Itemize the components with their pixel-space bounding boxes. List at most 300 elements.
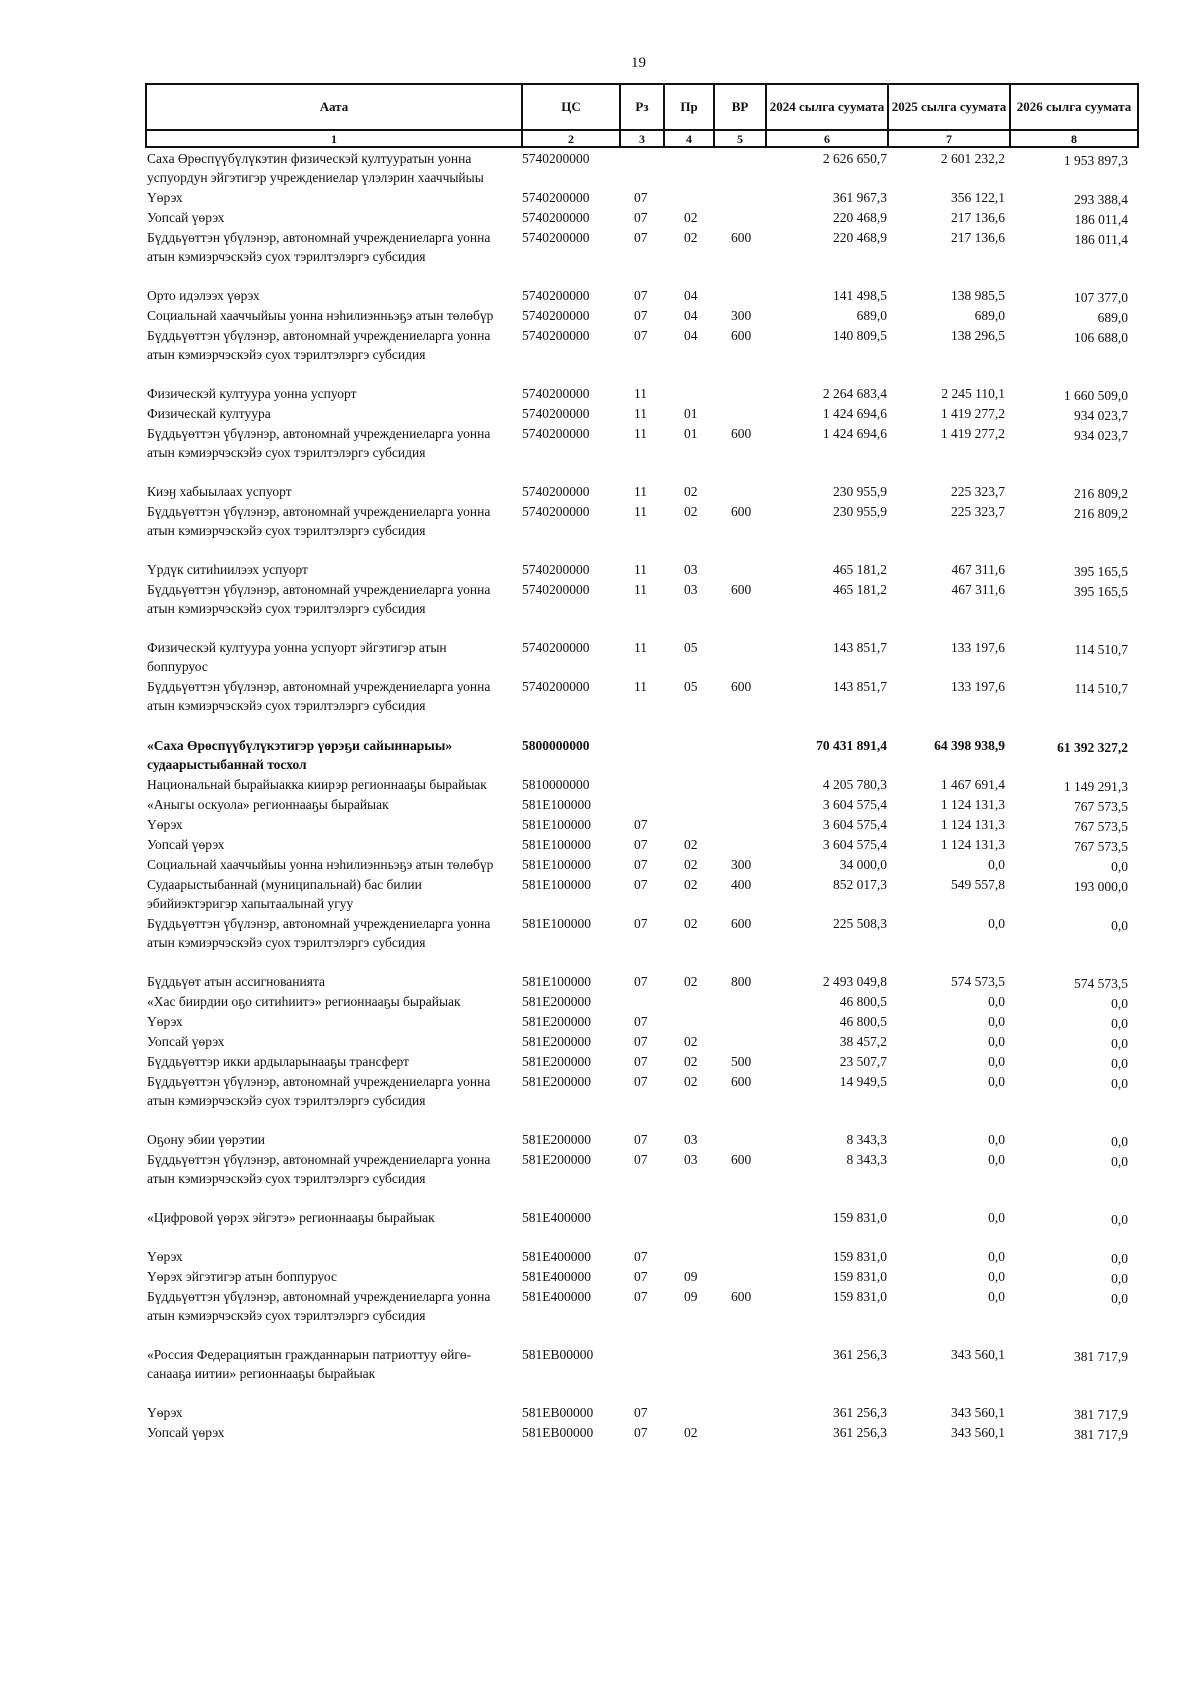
row-sum-2024: 361 256,3 (833, 1405, 887, 1420)
row-pr-code: 02 (684, 484, 698, 499)
row-pr-code: 03 (684, 562, 698, 577)
row-vr-code: 600 (731, 328, 752, 343)
row-sum-2024: 465 181,2 (833, 582, 887, 597)
row-pr-code: 03 (684, 582, 698, 597)
row-pr-code: 02 (684, 1074, 698, 1089)
row-pr-code: 02 (684, 974, 698, 989)
row-sum-2025: 0,0 (988, 1210, 1005, 1225)
header-rz: Рз (620, 84, 664, 130)
row-sum-2026: 1 953 897,3 (1063, 153, 1128, 168)
row-rz-code: 07 (634, 328, 648, 343)
row-sum-2024: 23 507,7 (839, 1054, 887, 1069)
row-vr-code: 600 (731, 916, 752, 931)
row-rz-code: 07 (634, 1249, 648, 1264)
row-sum-2025: 356 122,1 (951, 190, 1005, 205)
row-sum-2025: 64 398 938,9 (934, 738, 1005, 753)
row-sum-2024: 8 343,3 (846, 1152, 887, 1167)
row-sum-2026: 193 000,0 (1074, 879, 1128, 894)
row-sum-2024: 38 457,2 (839, 1034, 887, 1049)
table-row (0, 1208, 1200, 1227)
row-sum-2024: 2 493 049,8 (822, 974, 887, 989)
header-aata: Аата (146, 84, 522, 130)
row-rz-code: 07 (634, 230, 648, 245)
table-row (0, 1130, 1200, 1149)
row-cs-code: 581Е200000 (522, 1074, 591, 1089)
row-pr-code: 01 (684, 426, 698, 441)
row-sum-2024: 689,0 (856, 308, 887, 323)
header-num-8: 8 (1010, 130, 1138, 147)
row-cs-code: 5740200000 (522, 308, 590, 323)
row-sum-2026: 767 573,5 (1074, 819, 1128, 834)
row-cs-code: 5740200000 (522, 288, 590, 303)
row-sum-2024: 140 809,5 (833, 328, 887, 343)
row-sum-2026: 107 377,0 (1074, 290, 1128, 305)
row-rz-code: 07 (634, 916, 648, 931)
row-pr-code: 09 (684, 1269, 698, 1284)
row-cs-code: 5740200000 (522, 679, 590, 694)
row-pr-code: 09 (684, 1289, 698, 1304)
row-name: Саха Өрөспүүбүлүкэтин физическэй култууратын уонна успуордун эйгэтигэр учреждениелар үлэлэрин хааччыйыы (147, 151, 484, 185)
table-row (0, 580, 1200, 618)
row-rz-code: 07 (634, 817, 648, 832)
row-vr-code: 600 (731, 426, 752, 441)
row-sum-2026: 114 510,7 (1074, 642, 1128, 657)
row-sum-2026: 216 809,2 (1074, 486, 1128, 501)
row-pr-code: 02 (684, 837, 698, 852)
row-sum-2026: 381 717,9 (1074, 1407, 1128, 1422)
row-rz-code: 07 (634, 877, 648, 892)
row-pr-code: 03 (684, 1132, 698, 1147)
row-pr-code: 02 (684, 1425, 698, 1440)
row-name: Бүддьүөттэн үбүлэнэр, автономнай учреждениеларга уонна атын кэмиэрчэскэйэ суох тэрилтэлэргэ субсидия (147, 426, 491, 460)
row-name: Бүддьүөттэн үбүлэнэр, автономнай учреждениеларга уонна атын кэмиэрчэскэйэ суох тэрилтэлэргэ субсидия (147, 504, 491, 538)
row-name: Үөрэх эйгэтигэр атын боппуруос (147, 1269, 338, 1284)
row-rz-code: 11 (634, 640, 647, 655)
row-cs-code: 581Е200000 (522, 1132, 591, 1147)
header-num-4: 4 (664, 130, 714, 147)
row-vr-code: 800 (731, 974, 752, 989)
row-sum-2026: 767 573,5 (1074, 839, 1128, 854)
table-row (0, 306, 1200, 325)
row-cs-code: 581Е100000 (522, 797, 591, 812)
table-row (0, 424, 1200, 462)
row-pr-code: 04 (684, 308, 698, 323)
table-row (0, 149, 1200, 187)
table-row (0, 1072, 1200, 1110)
row-name: Уопсай үөрэх (147, 837, 225, 852)
row-vr-code: 600 (731, 230, 752, 245)
table-row (0, 1052, 1200, 1071)
row-rz-code: 07 (634, 308, 648, 323)
row-sum-2026: 1 660 509,0 (1063, 388, 1128, 403)
row-sum-2026: 114 510,7 (1074, 681, 1128, 696)
table-body (0, 149, 1200, 1443)
row-sum-2024: 361 256,3 (833, 1347, 887, 1362)
row-sum-2025: 2 245 110,1 (941, 386, 1005, 401)
row-sum-2025: 1 124 131,3 (940, 797, 1005, 812)
row-rz-code: 07 (634, 210, 648, 225)
table-row (0, 775, 1200, 794)
row-sum-2025: 225 323,7 (951, 504, 1005, 519)
row-sum-2024: 465 181,2 (833, 562, 887, 577)
table-row (0, 326, 1200, 364)
row-pr-code: 04 (684, 328, 698, 343)
table-row (0, 188, 1200, 207)
row-sum-2025: 2 601 232,2 (940, 151, 1005, 166)
row-sum-2024: 3 604 575,4 (822, 837, 887, 852)
row-name: Үрдүк ситиһиилээх успуорт (147, 562, 308, 577)
table-row (0, 1345, 1200, 1383)
row-sum-2025: 343 560,1 (951, 1347, 1005, 1362)
table-row (0, 875, 1200, 913)
row-sum-2025: 0,0 (988, 1054, 1005, 1069)
row-sum-2025: 343 560,1 (951, 1425, 1005, 1440)
row-pr-code: 02 (684, 857, 698, 872)
row-cs-code: 5810000000 (522, 777, 590, 792)
table-row (0, 992, 1200, 1011)
table-row (0, 855, 1200, 874)
row-sum-2024: 220 468,9 (833, 210, 887, 225)
row-name: Физическэй култуура уонна успуорт эйгэтигэр атын боппуруос (147, 640, 447, 674)
row-cs-code: 5740200000 (522, 151, 590, 166)
row-cs-code: 5740200000 (522, 406, 590, 421)
row-sum-2024: 141 498,5 (833, 288, 887, 303)
row-rz-code: 07 (634, 1425, 648, 1440)
row-rz-code: 11 (634, 484, 647, 499)
table-row (0, 835, 1200, 854)
row-sum-2024: 34 000,0 (839, 857, 887, 872)
row-name: Бүддьүөттэн үбүлэнэр, автономнай учреждениеларга уонна атын кэмиэрчэскэйэ суох тэрилтэлэргэ субсидия (147, 230, 491, 264)
table-row (0, 1267, 1200, 1286)
row-sum-2024: 4 205 780,3 (822, 777, 887, 792)
row-sum-2025: 0,0 (988, 1152, 1005, 1167)
row-sum-2026: 106 688,0 (1074, 330, 1128, 345)
row-cs-code: 581Е100000 (522, 974, 591, 989)
table-row (0, 228, 1200, 266)
row-rz-code: 11 (634, 562, 647, 577)
row-name: Үөрэх (147, 1405, 183, 1420)
header-num-3: 3 (620, 130, 664, 147)
row-sum-2024: 2 264 683,4 (822, 386, 887, 401)
row-sum-2026: 61 392 327,2 (1057, 740, 1128, 755)
row-name: Бүддьүөттэн үбүлэнэр, автономнай учреждениеларга уонна атын кэмиэрчэскэйэ суох тэрилтэлэргэ субсидия (147, 328, 491, 362)
row-name: Бүддьүөттэр икки ардыларынааҕы трансферт (147, 1054, 409, 1069)
row-sum-2026: 767 573,5 (1074, 799, 1128, 814)
row-sum-2026: 0,0 (1111, 1134, 1128, 1149)
row-sum-2024: 8 343,3 (846, 1132, 887, 1147)
row-rz-code: 07 (634, 1405, 648, 1420)
row-vr-code: 600 (731, 1152, 752, 1167)
row-sum-2024: 852 017,3 (833, 877, 887, 892)
row-cs-code: 5740200000 (522, 504, 590, 519)
row-name: Киэӈ хабыылаах успуорт (147, 484, 292, 499)
row-name: Үөрэх (147, 1014, 183, 1029)
row-sum-2025: 217 136,6 (951, 230, 1005, 245)
row-sum-2026: 0,0 (1111, 1056, 1128, 1071)
row-sum-2026: 186 011,4 (1074, 212, 1128, 227)
table-row (0, 1247, 1200, 1266)
row-cs-code: 581Е400000 (522, 1249, 591, 1264)
row-rz-code: 11 (634, 426, 647, 441)
row-name: «Хас биирдии оҕо ситиһиитэ» регионнааҕы бырайыак (147, 994, 461, 1009)
row-sum-2024: 159 831,0 (833, 1269, 887, 1284)
row-name: Оҕону эбии үөрэтии (147, 1132, 266, 1147)
row-rz-code: 11 (634, 582, 647, 597)
row-cs-code: 581Е200000 (522, 1054, 591, 1069)
row-sum-2024: 159 831,0 (833, 1249, 887, 1264)
header-cs: ЦС (522, 84, 620, 130)
row-pr-code: 01 (684, 406, 698, 421)
row-cs-code: 581Е200000 (522, 994, 591, 1009)
table-row (0, 384, 1200, 403)
row-sum-2026: 186 011,4 (1074, 232, 1128, 247)
row-vr-code: 600 (731, 582, 752, 597)
row-sum-2025: 467 311,6 (951, 562, 1005, 577)
row-sum-2024: 14 949,5 (839, 1074, 887, 1089)
page-number: 19 (631, 55, 646, 71)
row-cs-code: 581Е400000 (522, 1289, 591, 1304)
header-num-7: 7 (888, 130, 1010, 147)
row-name: «Цифровой үөрэх эйгэтэ» регионнааҕы бырайыак (147, 1210, 435, 1225)
row-sum-2024: 220 468,9 (833, 230, 887, 245)
row-sum-2026: 0,0 (1111, 1251, 1128, 1266)
row-cs-code: 5740200000 (522, 210, 590, 225)
row-sum-2025: 0,0 (988, 1289, 1005, 1304)
row-rz-code: 07 (634, 1074, 648, 1089)
row-rz-code: 07 (634, 190, 648, 205)
row-sum-2025: 343 560,1 (951, 1405, 1005, 1420)
header-num-5: 5 (714, 130, 766, 147)
table-row (0, 815, 1200, 834)
row-cs-code: 581Е100000 (522, 837, 591, 852)
row-cs-code: 581Е100000 (522, 817, 591, 832)
row-sum-2026: 0,0 (1111, 1154, 1128, 1169)
table-row (0, 914, 1200, 952)
row-pr-code: 03 (684, 1152, 698, 1167)
row-vr-code: 500 (731, 1054, 752, 1069)
row-pr-code: 04 (684, 288, 698, 303)
row-rz-code: 07 (634, 974, 648, 989)
row-sum-2026: 0,0 (1111, 1016, 1128, 1031)
row-pr-code: 02 (684, 210, 698, 225)
table-row (0, 502, 1200, 540)
row-sum-2025: 0,0 (988, 1034, 1005, 1049)
row-name: Уопсай үөрэх (147, 1425, 225, 1440)
row-pr-code: 05 (684, 679, 698, 694)
row-rz-code: 07 (634, 1132, 648, 1147)
row-name: Бүддьүөттэн үбүлэнэр, автономнай учреждениеларга уонна атын кэмиэрчэскэйэ суох тэрилтэлэргэ субсидия (147, 679, 491, 713)
row-name: Үөрэх (147, 1249, 183, 1264)
row-cs-code: 581Е100000 (522, 916, 591, 931)
row-sum-2024: 3 604 575,4 (822, 817, 887, 832)
row-sum-2025: 0,0 (988, 857, 1005, 872)
row-name: Орто идэлээх үөрэх (147, 288, 260, 303)
row-sum-2025: 0,0 (988, 1074, 1005, 1089)
table-row (0, 1032, 1200, 1051)
row-name: Бүддьүөттэн үбүлэнэр, автономнай учреждениеларга уонна атын кэмиэрчэскэйэ суох тэрилтэлэргэ субсидия (147, 916, 491, 950)
row-cs-code: 5740200000 (522, 582, 590, 597)
row-sum-2026: 934 023,7 (1074, 408, 1128, 423)
row-pr-code: 02 (684, 1034, 698, 1049)
header-2024: 2024 сылга суумата (766, 84, 888, 130)
table-row (0, 286, 1200, 305)
row-pr-code: 02 (684, 230, 698, 245)
row-cs-code: 5800000000 (522, 738, 590, 753)
row-sum-2026: 574 573,5 (1074, 976, 1128, 991)
row-sum-2025: 0,0 (988, 1014, 1005, 1029)
table-row (0, 208, 1200, 227)
row-pr-code: 02 (684, 916, 698, 931)
row-rz-code: 11 (634, 386, 647, 401)
row-sum-2024: 2 626 650,7 (822, 151, 887, 166)
row-vr-code: 600 (731, 1289, 752, 1304)
row-sum-2024: 361 967,3 (833, 190, 887, 205)
row-name: Социальнай хааччыйыы уонна нэһилиэнньэҕэ атын төлөбүр (147, 857, 494, 872)
row-rz-code: 07 (634, 1152, 648, 1167)
row-sum-2025: 0,0 (988, 1269, 1005, 1284)
row-sum-2025: 574 573,5 (951, 974, 1005, 989)
row-cs-code: 581Е400000 (522, 1210, 591, 1225)
row-sum-2025: 138 985,5 (951, 288, 1005, 303)
row-sum-2026: 0,0 (1111, 1291, 1128, 1306)
row-sum-2025: 1 124 131,3 (940, 837, 1005, 852)
row-rz-code: 07 (634, 837, 648, 852)
row-sum-2026: 934 023,7 (1074, 428, 1128, 443)
table-header (145, 83, 1139, 148)
row-name: Бүддьүөттэн үбүлэнэр, автономнай учреждениеларга уонна атын кэмиэрчэскэйэ суох тэрилтэлэргэ субсидия (147, 1074, 491, 1108)
row-pr-code: 05 (684, 640, 698, 655)
row-sum-2026: 1 149 291,3 (1063, 779, 1128, 794)
row-sum-2026: 689,0 (1097, 310, 1128, 325)
row-sum-2024: 70 431 891,4 (816, 738, 887, 753)
row-name: Социальнай хааччыйыы уонна нэһилиэнньэҕэ атын төлөбүр (147, 308, 494, 323)
row-rz-code: 11 (634, 504, 647, 519)
table-row (0, 482, 1200, 501)
row-cs-code: 5740200000 (522, 386, 590, 401)
row-name: «Аныгы оскуола» регионнааҕы бырайыак (147, 797, 389, 812)
row-sum-2025: 549 557,8 (951, 877, 1005, 892)
row-rz-code: 07 (634, 1054, 648, 1069)
row-sum-2025: 217 136,6 (951, 210, 1005, 225)
table-row (0, 736, 1200, 774)
row-cs-code: 5740200000 (522, 190, 590, 205)
row-sum-2025: 689,0 (974, 308, 1005, 323)
row-rz-code: 07 (634, 1269, 648, 1284)
table-row (0, 1150, 1200, 1188)
row-cs-code: 5740200000 (522, 426, 590, 441)
row-sum-2025: 0,0 (988, 1249, 1005, 1264)
row-cs-code: 581Е400000 (522, 1269, 591, 1284)
row-sum-2025: 0,0 (988, 1132, 1005, 1147)
row-name: Уопсай үөрэх (147, 1034, 225, 1049)
row-sum-2025: 133 197,6 (951, 679, 1005, 694)
table-row (0, 560, 1200, 579)
row-pr-code: 02 (684, 877, 698, 892)
row-name: «Россия Федерациятын гражданнарын патриоттуу өйгө-санааҕа иитии» регионнааҕы бырайыак (147, 1347, 472, 1381)
table-row (0, 677, 1200, 715)
row-sum-2024: 230 955,9 (833, 484, 887, 499)
row-cs-code: 5740200000 (522, 230, 590, 245)
row-sum-2026: 293 388,4 (1074, 192, 1128, 207)
row-sum-2026: 381 717,9 (1074, 1349, 1128, 1364)
row-cs-code: 581Е200000 (522, 1034, 591, 1049)
row-cs-code: 581Е100000 (522, 877, 591, 892)
row-sum-2024: 225 508,3 (833, 916, 887, 931)
row-name: Национальнай бырайыакка киирэр регионнааҕы бырайыак (147, 777, 487, 792)
header-2026: 2026 сылга суумата (1010, 84, 1138, 130)
row-name: Бүддьүөттэн үбүлэнэр, автономнай учреждениеларга уонна атын кэмиэрчэскэйэ суох тэрилтэлэргэ субсидия (147, 582, 491, 616)
row-sum-2024: 143 851,7 (833, 679, 887, 694)
row-sum-2025: 1 419 277,2 (940, 426, 1005, 441)
row-cs-code: 581ЕВ00000 (522, 1405, 594, 1420)
row-vr-code: 400 (731, 877, 752, 892)
row-sum-2026: 0,0 (1111, 1036, 1128, 1051)
table-row (0, 1287, 1200, 1325)
row-sum-2026: 0,0 (1111, 996, 1128, 1011)
table-row (0, 972, 1200, 991)
table-row (0, 404, 1200, 423)
row-vr-code: 300 (731, 857, 752, 872)
table-row (0, 1423, 1200, 1442)
row-rz-code: 07 (634, 1014, 648, 1029)
row-sum-2025: 0,0 (988, 994, 1005, 1009)
row-cs-code: 581ЕВ00000 (522, 1425, 594, 1440)
table-row (0, 795, 1200, 814)
row-rz-code: 11 (634, 679, 647, 694)
row-sum-2025: 133 197,6 (951, 640, 1005, 655)
row-rz-code: 11 (634, 406, 647, 421)
row-sum-2024: 46 800,5 (839, 1014, 887, 1029)
row-sum-2026: 0,0 (1111, 1271, 1128, 1286)
row-vr-code: 600 (731, 504, 752, 519)
row-name: Үөрэх (147, 817, 183, 832)
row-sum-2026: 0,0 (1111, 859, 1128, 874)
row-sum-2026: 0,0 (1111, 1212, 1128, 1227)
row-rz-code: 07 (634, 1289, 648, 1304)
header-num-1: 1 (146, 130, 522, 147)
row-sum-2026: 0,0 (1111, 918, 1128, 933)
row-sum-2024: 361 256,3 (833, 1425, 887, 1440)
row-sum-2026: 395 165,5 (1074, 584, 1128, 599)
table-row (0, 1012, 1200, 1031)
row-rz-code: 07 (634, 857, 648, 872)
header-pr: Пр (664, 84, 714, 130)
row-vr-code: 300 (731, 308, 752, 323)
row-sum-2025: 225 323,7 (951, 484, 1005, 499)
row-name: Физическэй култуура уонна успуорт (147, 386, 357, 401)
header-num-2: 2 (522, 130, 620, 147)
row-cs-code: 5740200000 (522, 640, 590, 655)
row-cs-code: 581Е100000 (522, 857, 591, 872)
row-pr-code: 02 (684, 1054, 698, 1069)
row-cs-code: 581ЕВ00000 (522, 1347, 594, 1362)
row-sum-2026: 395 165,5 (1074, 564, 1128, 579)
row-sum-2024: 46 800,5 (839, 994, 887, 1009)
row-cs-code: 5740200000 (522, 562, 590, 577)
row-sum-2024: 159 831,0 (833, 1289, 887, 1304)
row-sum-2025: 467 311,6 (951, 582, 1005, 597)
row-name: Судаарыстыбаннай (муниципальнай) бас билии эбийиэктэригэр хапытаалынай угуу (147, 877, 422, 911)
row-sum-2025: 1 124 131,3 (940, 817, 1005, 832)
row-rz-code: 07 (634, 1034, 648, 1049)
row-sum-2026: 0,0 (1111, 1076, 1128, 1091)
row-cs-code: 581Е200000 (522, 1152, 591, 1167)
row-name: Уопсай үөрэх (147, 210, 225, 225)
row-sum-2024: 230 955,9 (833, 504, 887, 519)
row-sum-2024: 159 831,0 (833, 1210, 887, 1225)
row-name: Бүддьүөттэн үбүлэнэр, автономнай учреждениеларга уонна атын кэмиэрчэскэйэ суох тэрилтэлэргэ субсидия (147, 1289, 491, 1323)
row-pr-code: 02 (684, 504, 698, 519)
